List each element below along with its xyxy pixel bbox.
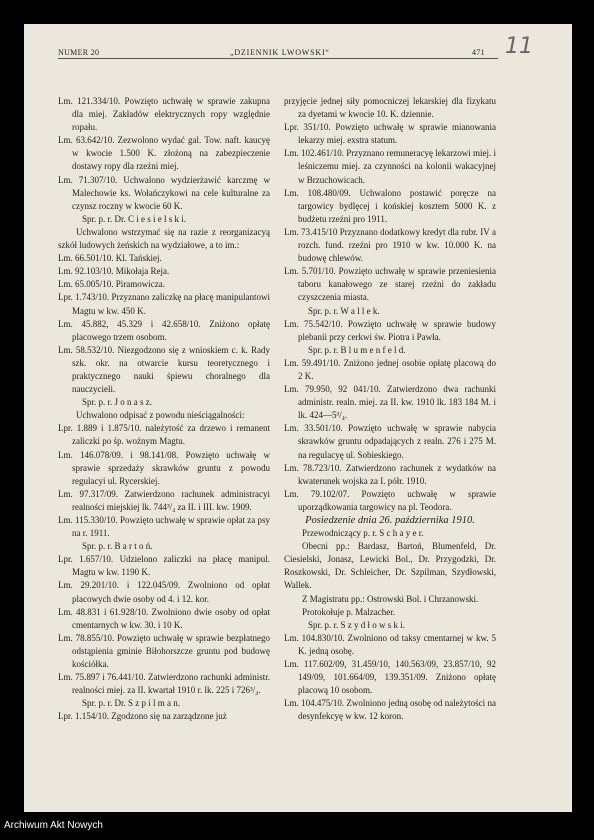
- handwritten-folio: 11: [505, 34, 533, 59]
- issue-number: NUMER 20: [58, 48, 100, 57]
- entry-paragraph: Lm. 79.102/07. Powzięto uchwałę w sprawie uporządkowania targowicy na pl. Teodora.: [284, 488, 496, 512]
- entry-paragraph: Uchwalono odpisać z powodu nieściągalności:: [76, 410, 245, 421]
- left-column: [58, 95, 270, 724]
- journal-title: „DZIENNIK LWOWSKI“: [230, 48, 330, 57]
- entry-paragraph: Lm. 66.501/10. Kl. Tańskiej.: [58, 253, 162, 264]
- entry-paragraph: Lm. 45.882, 45.329 i 42.658/10. Zniżono opłatę placowego trzem osobom.: [58, 318, 270, 342]
- rapporteur-line: Spr. p. r. B a r t o ń.: [82, 541, 153, 552]
- rapporteur-line: Spr. p. r. B l u m e n f e l d.: [308, 344, 406, 355]
- entry-paragraph: Lm. 92.103/10. Mikołaja Reja.: [58, 266, 170, 277]
- right-column: [284, 95, 496, 724]
- entry-paragraph: Lm. 79.950, 92 041/10. Zatwierdzono dwa rachunki administr. realn. miej. za II. kw. 1910 lk. 183 184 M. i lk. 424—5³/₄.: [284, 384, 496, 421]
- entry-paragraph: Lm. 78.855/10. Powzięto uchwałę w sprawie bezpłatnego odstąpienia gminie Biłohorszcze gruntu pod budowę kościółka.: [58, 632, 270, 670]
- entry-paragraph: Lm. 71.307/10. Uchwalono wydzierżawić karczmę w Malechowie ks. Wołańczykowi na cele kulturalne za czynsz roczny w kwocie 60 K.: [58, 174, 270, 211]
- header-rule: [58, 58, 498, 59]
- entry-paragraph: Lm. 104.830/10. Zwolniono od taksy cmentarnej w kw. 5 K. jedną osobę.: [284, 632, 496, 656]
- rapporteur-line: Spr. p. r. W a l l e k.: [308, 305, 380, 316]
- entry-paragraph: Lm. 5.701/10. Powzięto uchwałę w sprawie przeniesienia taboru kanałowego ze starej rzeźni do zakładu czyszczenia miasta.: [284, 266, 496, 303]
- entry-paragraph: Lm. 63.642/10. Zezwolono wydać gal. Tow. naft. kaucyę w kwocie 1.500 K. złożoną na zabezpieczenie dostawy ropy dla rzeźni miej.: [58, 135, 270, 172]
- entry-paragraph: Lpr. 1.889 i 1.875/10. należytość za drzewo i remanent zaliczki po śp. woźnym Magtu.: [58, 423, 270, 447]
- entry-paragraph: Z Magistratu pp.: Ostrowski Bol. i Chrzanowski.: [302, 593, 479, 604]
- entry-paragraph: przyjęcie jednej siły pomocniczej lekarskiej dla fizykatu za dyetami w kwocie 10. K. dziennie.: [284, 96, 496, 120]
- entry-paragraph: Lm. 65.005/10. Piramowicza.: [58, 279, 165, 290]
- entry-paragraph: Lm. 97.317/09. Zatwierdzono rachunek administracyi realności miejskiej lk. 744³/₄ za II. i III. kw. 1909.: [58, 488, 270, 512]
- entry-paragraph: Lm. 59.491/10. Zniżono jednej osobie opłatę placową do 2 K.: [284, 357, 496, 381]
- entry-paragraph: Lm. 121.334/10. Powzięto uchwałę w sprawie zakupna dla miej. Zakładów elektrycznych ropy względnie ropału.: [58, 96, 270, 133]
- entry-paragraph: Lm. 117.602/09, 31.459/10, 140.563/09, 23.857/10, 92 149/09, 101.664/09, 139.351/09. Zniżono opłatę placową 10 osobom.: [284, 659, 496, 696]
- session-heading: Posiedzenie dnia 26. października 1910.: [305, 515, 475, 526]
- page-number: 471: [472, 48, 485, 57]
- rapporteur-line: Spr. p. r. S z y d ł o w s k i.: [308, 619, 406, 630]
- entry-paragraph: Lm. 146.078/09. i 98.141/08. Powzięto uchwałę w sprawie sprzedaży skrawków gruntu z powodu regulacyi ul. Rycerskiej.: [58, 449, 270, 486]
- entry-paragraph: Lm. 104.475/10. Zwolniono jedną osobę od należytości na desynfekcyę w kw. 12 koron.: [284, 698, 496, 722]
- entry-paragraph: Lm. 58.532/10. Niezgodzono się z wnioskiem c. k. Rady szk. okr. na otwarcie kursu teoretycznego i praktycznego nauki śpiewu choralnego dla nauczycieli.: [58, 344, 270, 395]
- entry-paragraph: Lm. 115.330/10. Powzięto uchwałę w sprawie opłat za psy na r. 1911.: [58, 515, 270, 539]
- entry-paragraph: Lm. 75.897 i 76.441/10. Zatwierdzono rachunki administr. realności miej. za II. kwartał 1910 r. lk. 225 i 726³/₄.: [58, 672, 270, 696]
- rapporteur-line: Spr. p. r. Dr. C i e s i e l s k i.: [82, 213, 187, 224]
- entry-paragraph: Lm. 48.831 i 61.928/10. Zwolniono dwie osoby od opłat cmentarnych w kw. 30. i 10 K.: [58, 606, 270, 630]
- entry-paragraph: Lpr. 1.154/10. Zgodzono się na zarządzone już: [58, 711, 227, 722]
- entry-paragraph: Lm. 33.501/10. Powzięto uchwałę w sprawie nabycia skrawków gruntu odpadających z realn. 276 i 275 M. na regulacyę ul. Sobieskiego.: [284, 423, 496, 460]
- entry-paragraph: Lm. 78.723/10. Zatwierdzono rachunek z wydatków na kwaterunek wojska za I. półr. 1910.: [284, 462, 496, 486]
- entry-paragraph: Przewodniczący p. r. S c h a y e r.: [302, 528, 424, 539]
- archive-footer: [0, 812, 594, 840]
- entry-paragraph: Lpr. 1.657/10. Udzielono zaliczki na płacę manipul. Magtu w kw. 1190 K.: [58, 554, 270, 578]
- entry-paragraph: Lm. 108.480/09. Uchwalono postawić poręcze na targowicy bydlęcej i końskiej kosztem 5000 K. z budżetu rzeźni pro 1911.: [284, 187, 496, 224]
- entry-paragraph: Uchwalono wstrzymać się na razie z reorganizacyą szkół ludowych żeńskich na wydziałowe, a to im.:: [58, 226, 270, 251]
- entry-paragraph: Lm. 29.201/10. i 122.045/09. Zwolniono od opłat placowych dwie osoby od 4. i 12. kor.: [58, 580, 270, 604]
- archive-label: Archiwum Akt Nowych: [4, 820, 103, 831]
- entry-paragraph: Lpr. 351/10. Powzięto uchwałę w sprawie mianowania lekarzy miej. exstra statum.: [284, 122, 496, 146]
- entry-paragraph: Lm. 73.415/10 Przyznano dodatkowy kredyt dla rubr. IV a rozch. fund. rzeźni pro 1910 w kw. 10.000 K. na budowę chlewów.: [284, 226, 496, 264]
- entry-paragraph: Obecni pp.: Bardasz, Bartoń, Blumenfeld, Dr. Ciesielski, Jonasz, Lewicki Bol., Dr. Przygodzki, Dr. Roszkowski, Dr. Schleicher, Dr. Szpilman, Szydłowski, Wallek.: [284, 541, 496, 591]
- entry-paragraph: Protokołuje p. Malzacher.: [302, 606, 395, 617]
- entry-paragraph: Lpr. 1.743/10. Przyznano zaliczkę na płacę manipulantowi Magtu w kw. 450 K.: [58, 292, 270, 316]
- entry-paragraph: Lm. 102.461/10. Przyznano remuneracyę lekarzowi miej. i leśniczemu miej. za czynności na kolonii wakacyjnej w Brzuchowicach.: [284, 148, 496, 185]
- rapporteur-line: Spr. p. r. J o n a s z.: [82, 397, 153, 408]
- rapporteur-line: Spr. p. r. Dr. S z p i l m a n.: [82, 698, 181, 709]
- entry-paragraph: Lm. 75.542/10. Powzięto uchwałę w sprawie budowy plebanii przy cerkwi św. Piotra i Pawła.: [284, 318, 496, 342]
